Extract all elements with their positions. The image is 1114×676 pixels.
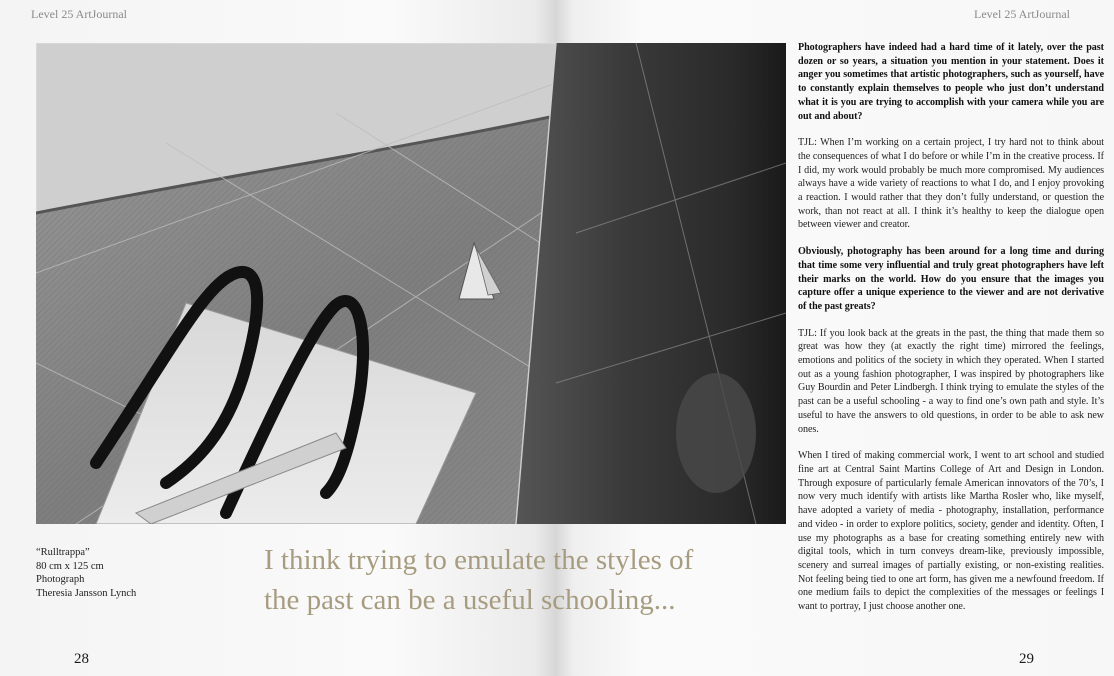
right-page-number: 29 <box>1019 651 1034 667</box>
caption-artist: Theresia Jansson Lynch <box>36 587 137 599</box>
caption-dimensions: 80 cm x 125 cm <box>36 560 104 572</box>
pull-quote <box>264 540 784 620</box>
left-page-number: 28 <box>74 651 89 667</box>
pull-quote-line-1: I think trying to emulate the styles of <box>264 544 694 576</box>
escalator-photograph <box>36 43 786 524</box>
photo-caption <box>36 546 136 600</box>
interview-question-2: Obviously, photography has been around for a long time and during that time some very influential and truly great photographers have left their marks on the world. How do you ensure that the images you capture offer a unique experience to the viewer and are not derivative of the past greats? <box>798 246 1104 312</box>
interview-answer-1: TJL: When I’m working on a certain project, I try hard not to think about the consequences of what I do before or while I’m in the creative process. If I did, my work would probably be much more compromised. My audiences always have a wide variety of reactions to what I do, and I enjoy provoking a reaction. I would rather that they don’t fully understand, or question the work, than not react at all. I think it’s healthy to keep the dialogue open between viewer and creator. <box>798 137 1104 231</box>
left-running-head: Level 25 ArtJournal <box>31 7 127 21</box>
interview-question-1: Photographers have indeed had a hard time of it lately, over the past dozen or so years, a situation you mention in your statement. Does it anger you sometimes that artistic photographers, such as yourself, have to constantly explain themselves to people who just don’t understand what it is you are trying to accomplish with your camera while you are out and about? <box>798 42 1104 122</box>
right-running-head: Level 25 ArtJournal <box>974 7 1070 21</box>
pull-quote-line-2: the past can be a useful schooling... <box>264 584 676 616</box>
caption-title: “Rulltrappa” <box>36 547 90 558</box>
interview-answer-2-continued: When I tired of making commercial work, I went to art school and studied fine art at Central Saint Martins College of Art and Design in London. Through exposure of particularly female American innovators of the 70’s, I now very much identify with artists like Martha Rosler who, like myself, have adopted a variety of media - photography, installation, performance and video - in order to explore politics, society, gender and identity. Often, I use my photographs as a base for creating something entirely new with digital tools, which in turn conveys dream-like, previously impossible, scenery and surreal images of partially existing, or non-existing realities. Not feeling being tied to one art form, has given me a newfound freedom. If one medium fails to depict the complexities of the messages or feelings I want to portray, I just choose another one. <box>798 450 1104 613</box>
interview-answer-2: TJL: If you look back at the greats in the past, the thing that made them so great was how they (at exactly the right time) mirrored the feelings, emotions and politics of the society in which they operated. When I started out as a young fashion photographer, I was inspired by photographers like Guy Bourdin and Peter Lindbergh. I think trying to emulate the styles of the past can be a useful schooling - a way to find one’s own path and style. It’s useful to have the answers to old questions, in order to be able to ask new ones. <box>798 327 1104 435</box>
interview-article <box>798 41 1104 614</box>
caption-medium: Photograph <box>36 574 85 586</box>
